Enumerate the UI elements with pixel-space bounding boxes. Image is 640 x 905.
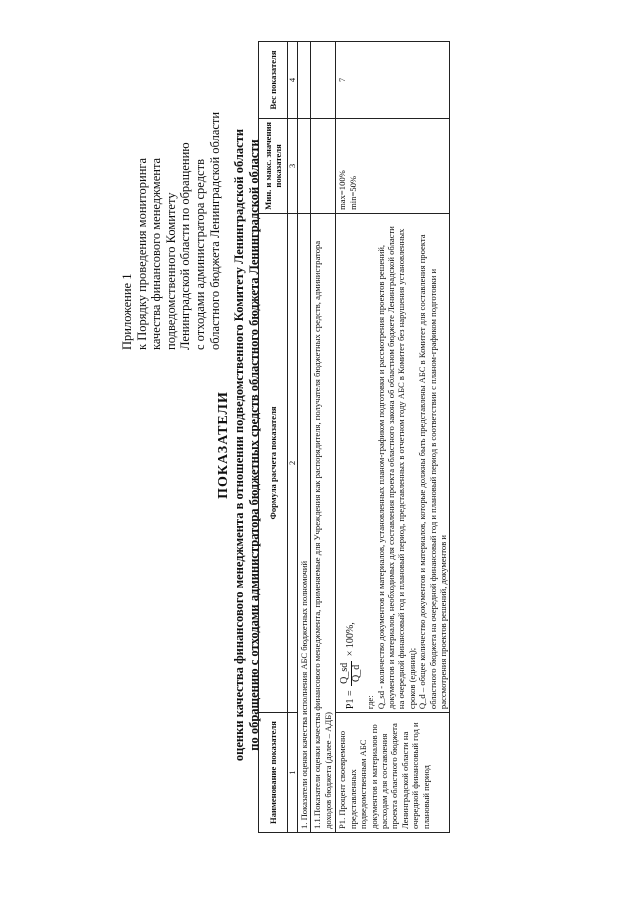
empty-cell	[311, 118, 336, 213]
header-formula: Формула расчета показателя	[259, 213, 288, 712]
indicator-formula	[336, 213, 450, 712]
section-title: 1. Показатели оценки качества исполнения АБС бюджетных полномочий	[298, 213, 311, 832]
formula-right: × 100%,	[345, 622, 357, 657]
formula-where: где:	[365, 695, 376, 710]
section-row	[298, 42, 311, 833]
col-number: 2	[288, 213, 298, 712]
indicators-table	[258, 41, 450, 833]
indicator-weight: 7	[336, 42, 450, 119]
appendix-line: Приложение 1	[120, 273, 134, 350]
header-minmax: Мин. и макс. значения показателя	[259, 118, 288, 213]
formula-fraction	[340, 661, 362, 686]
subsection-title: 1.1.Показатели оценки качества финансового менеджмента, применяемые для Учреждения как распорядителя, получателя бюджетных средств, администратора доходов бюджета (далее – АДБ)	[311, 213, 336, 832]
max-value: max=100%	[337, 170, 348, 210]
appendix-block	[120, 50, 222, 350]
document-title: ПОКАЗАТЕЛИ	[216, 391, 231, 499]
formula	[340, 217, 362, 709]
subsection-row	[311, 42, 336, 833]
empty-cell	[298, 118, 311, 213]
col-number: 1	[288, 713, 298, 833]
min-value: min=50%	[347, 175, 358, 210]
formula-left: Р1 =	[345, 690, 357, 710]
header-weight: Вес показателя	[259, 42, 288, 119]
appendix-line: качества финансового менеджмента	[149, 157, 164, 350]
table-header-row	[259, 42, 288, 833]
appendix-line: Ленинградской области по обращению	[178, 142, 193, 350]
table-number-row	[288, 42, 298, 833]
appendix-line: областного бюджета Ленинградской области	[207, 111, 222, 350]
empty-cell	[311, 42, 336, 119]
appendix-line: подведомственного Комитету	[163, 192, 178, 350]
appendix-line: к Порядку проведения мониторинга	[134, 157, 149, 350]
document-subtitle-line2: по обращению с отходами администратора бюджетных средств областного бюджета Ленинградской области	[247, 139, 261, 751]
formula-denominator: Q_d	[350, 664, 362, 682]
empty-cell	[298, 42, 311, 119]
header-name: Наименование показателя	[259, 713, 288, 833]
appendix-line: с отходами администратора средств	[192, 159, 207, 350]
table-row	[336, 42, 450, 833]
formula-desc-2: Q_d – общее количество документов и материалов, которые должны быть представлены АБС в Комитет для составления проекта областного бюджета на очередной финансовый год и плановый период в соответствии с планом-графиком подготовки и рассмотрения проектов решений, документов и	[417, 234, 449, 710]
col-number: 3	[288, 118, 298, 213]
col-number: 4	[288, 42, 298, 119]
indicator-minmax	[336, 118, 450, 213]
document-subtitle-line1: оценки качества финансового менеджмента в отношении подведомственного Комитету Ленинградской области	[232, 128, 246, 762]
indicator-name: Р1. Процент своевременно представленных подведомственным АБС документов и материалов по расходам для составления проекта областного бюджета Ленинградской области на очередной финансовый год и плановый период	[336, 713, 450, 833]
formula-desc-1: Q_sd - количество документов и материалов, установленных планом-графиком подготовки и рассмотрения проектов решений, документов и материалов, необходимых для составления проекта областного закона об областном бюджете Ленинградской области на очередной финансовый год и плановый период, представленных в отчетном году АБС в Комитет без нарушения установленных сроков (единиц);	[375, 226, 417, 710]
formula-numerator: Q_sd	[339, 662, 351, 684]
document-heading	[215, 55, 262, 835]
